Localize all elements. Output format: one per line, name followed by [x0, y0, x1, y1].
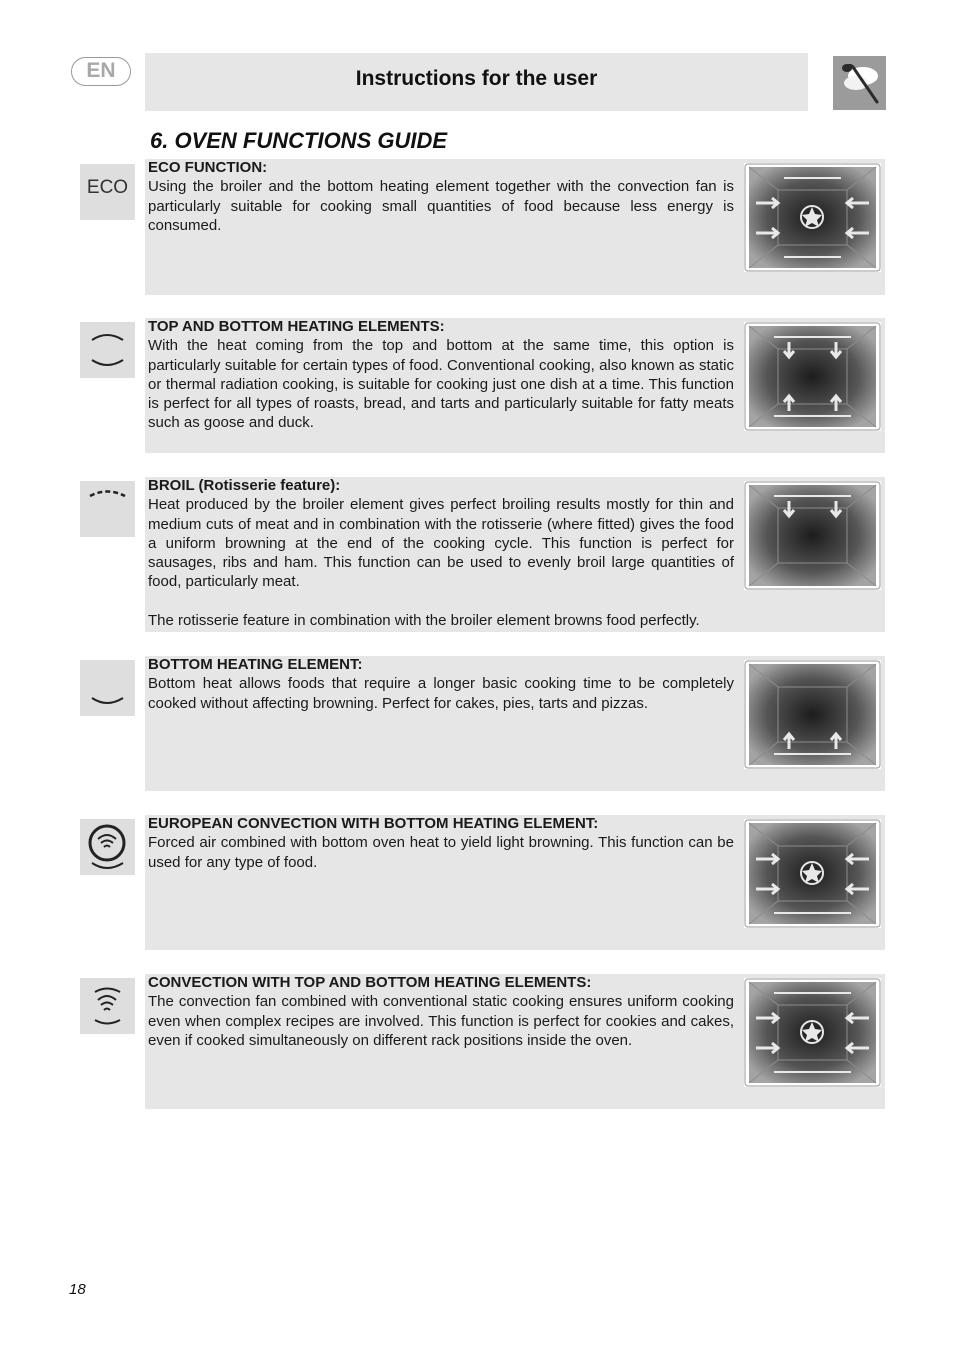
function-text-convection-top-bottom: [148, 973, 734, 1050]
function-note: The rotisserie feature in combination with the broiler element browns food perfectly.: [148, 611, 700, 629]
function-title: ECO FUNCTION:: [148, 159, 268, 176]
function-body: Heat produced by the broiler element gives perfect broiling results mostly for thin and medium cuts of meat and in combination with the rotisserie (where fitted) gives the food a uniform browning at the end of the cooking cycle. This function is perfect for sausages, ribs and ham. This function can be used to evenly broil large quantities of food, particularly meat.: [148, 496, 734, 591]
oven-diagram-european-convection: [744, 819, 881, 928]
eco-icon: [80, 164, 135, 220]
oven-diagram-bottom: [744, 660, 881, 769]
function-body: Forced air combined with bottom oven heat to yield light browning. This function can be used for any type of food.: [148, 834, 734, 871]
eco-icon-label: ECO: [86, 177, 129, 198]
chef-logo-icon: [833, 56, 886, 110]
function-body: With the heat coming from the top and bottom at the same time, this option is particularly suitable for certain types of food. Conventional cooking, also known as static or thermal radiation cooking, is suitable for cooking just one dish at a time. This function is perfect for all types of roasts, bread, and tarts and particularly suitable for fatty meats such as goose and duck.: [148, 337, 734, 432]
function-body: Using the broiler and the bottom heating element together with the convection fan is particularly suitable for cooking small quantities of food because less energy is consumed.: [148, 178, 734, 234]
oven-diagram-broil: [744, 481, 881, 590]
bottom-heat-icon: [80, 660, 135, 716]
header-title: Instructions for the user: [355, 67, 598, 90]
oven-diagram-top-bottom: [744, 322, 881, 431]
oven-diagram-convection-top-bottom: [744, 978, 881, 1087]
convection-top-bottom-icon: [80, 978, 135, 1034]
function-body: The convection fan combined with conventional static cooking ensures uniform cooking even when complex recipes are involved. This function is perfect for cookies and cakes, even if cooked simultaneously on different rack positions inside the oven.: [148, 993, 734, 1049]
oven-diagram-eco: [744, 163, 881, 272]
page-number: 18: [69, 1281, 86, 1298]
function-text-top-bottom: [148, 317, 734, 433]
language-badge: EN: [71, 57, 131, 86]
convection-bottom-icon: [80, 819, 135, 875]
function-title: BROIL (Rotisserie feature):: [148, 477, 341, 494]
section-title: 6. OVEN FUNCTIONS GUIDE: [150, 128, 448, 153]
header-bar: [145, 53, 808, 111]
function-title: CONVECTION WITH TOP AND BOTTOM HEATING ELEMENTS:: [148, 974, 592, 991]
function-title: EUROPEAN CONVECTION WITH BOTTOM HEATING ELEMENT:: [148, 815, 599, 832]
function-title: TOP AND BOTTOM HEATING ELEMENTS:: [148, 318, 445, 335]
broil-icon: [80, 481, 135, 537]
function-body: Bottom heat allows foods that require a longer basic cooking time to be completely cooked without affecting browning. Perfect for cakes, pies, tarts and pizzas.: [148, 675, 734, 712]
top-bottom-heat-icon: [80, 322, 135, 378]
function-text-european-convection: [148, 814, 734, 872]
function-text-bottom: [148, 655, 734, 713]
function-text-broil: [148, 476, 734, 630]
function-text-eco: [148, 158, 734, 235]
function-title: BOTTOM HEATING ELEMENT:: [148, 656, 363, 673]
